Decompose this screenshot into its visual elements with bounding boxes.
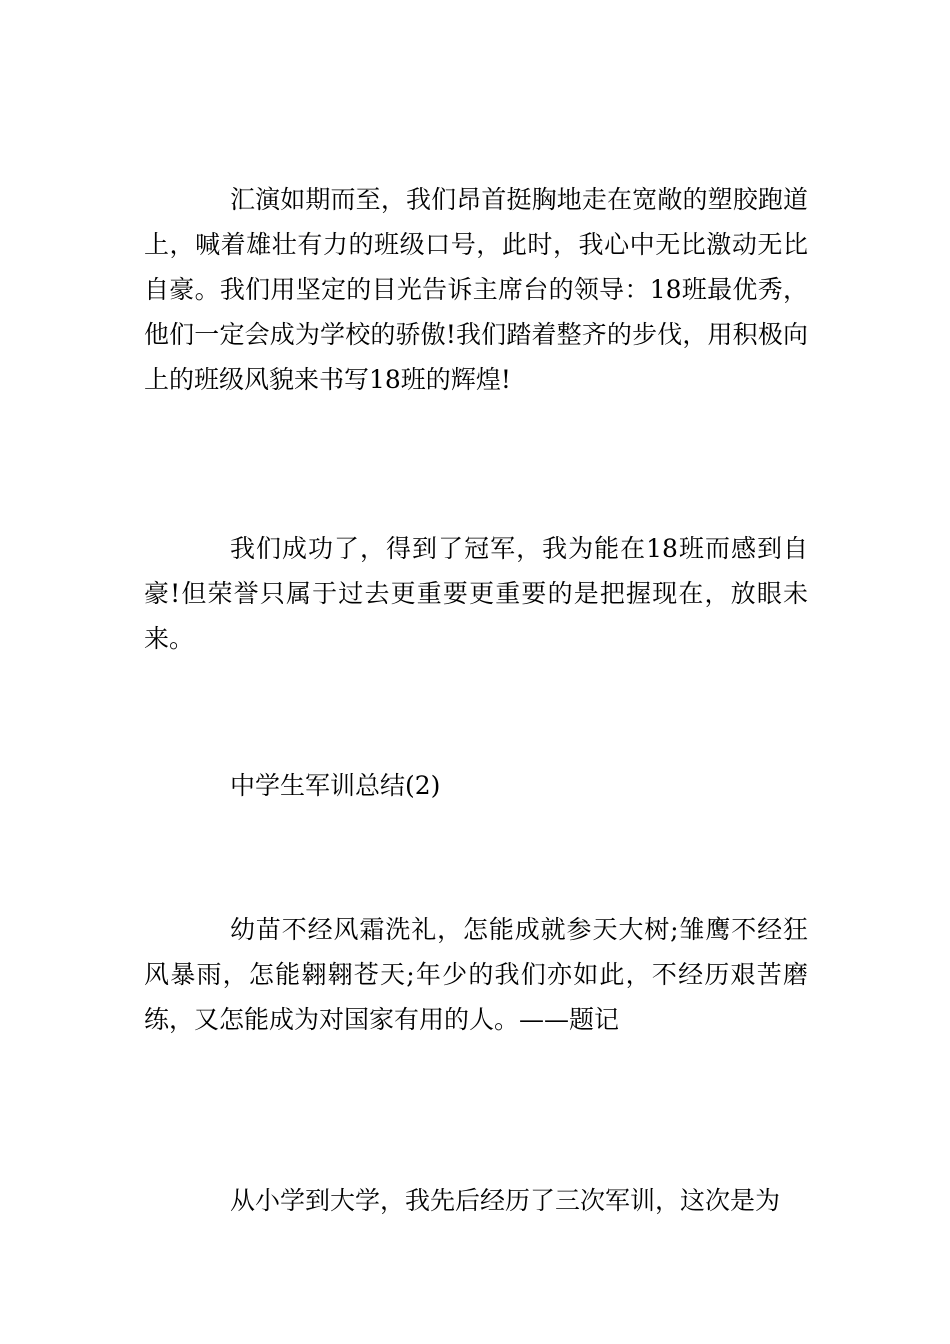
paragraph-champion: 我们成功了，得到了冠军，我为能在18班而感到自豪!但荣誉只属于过去更重要更重要的是把握现在，放眼未来。 [144, 534, 808, 653]
section-heading: 中学生军训总结(2) [230, 771, 441, 800]
paragraph-intro: 从小学到大学，我先后经历了三次军训，这次是为 [230, 1186, 781, 1215]
paragraph-epigraph: 幼苗不经风霜洗礼，怎能成就参天大树;雏鹰不经狂风暴雨，怎能翱翱苍天;年少的我们亦如此，不经历艰苦磨练，又怎能成为对国家有用的人。——题记 [144, 915, 808, 1034]
paragraph-performance: 汇演如期而至，我们昂首挺胸地走在宽敞的塑胶跑道上，喊着雄壮有力的班级口号，此时，我心中无比激动无比自豪。我们用坚定的目光告诉主席台的领导：18班最优秀，他们一定会成为学校的骄傲!我们踏着整齐的步伐，用积极向上的班级风貌来书写18班的辉煌! [144, 185, 808, 394]
